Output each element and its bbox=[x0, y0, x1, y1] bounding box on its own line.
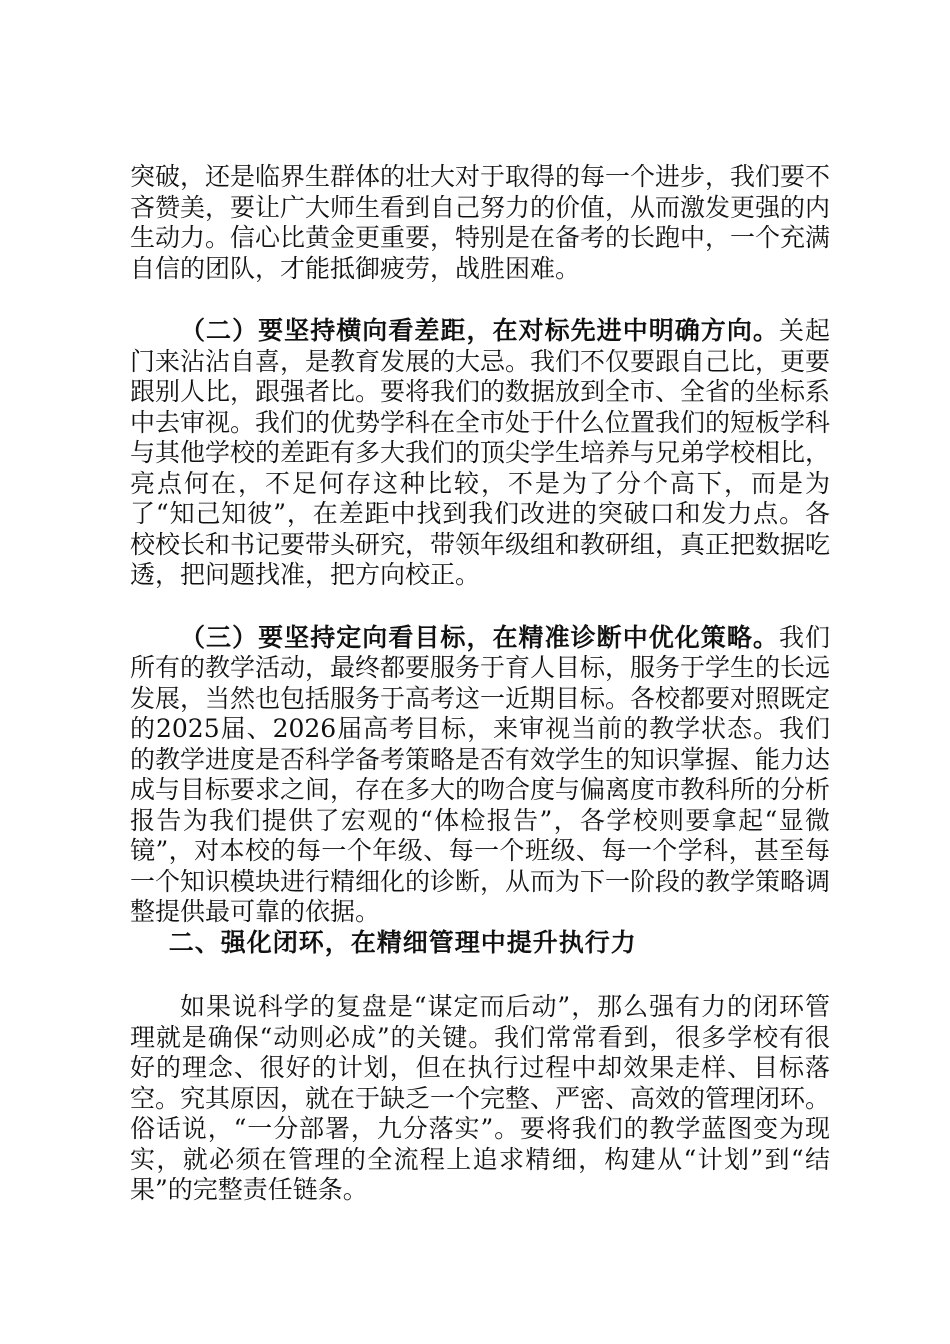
paragraph-continuation: 突破，还是临界生群体的壮大对于取得的每一个进步，我们要不吝赞美，要让广大师生看到自己努力的价值，从而激发更强的内生动力。信心比黄金更重要，特别是在备考的长跑中，一个充满自信的团队，才能抵御疲劳，战胜困难。 bbox=[130, 162, 831, 283]
section-2-body: 关起门来沾沾自喜，是教育发展的大忌。我们不仅要跟自己比，更要跟别人比，跟强者比。要将我们的数据放到全市、全省的坐标系中去审视。我们的优势学科在全市处于什么位置我们的短板学科与其他学校的差距有多大我们的顶尖学生培养与兄弟学校相比，亮点何在，不足何存这种比较，不是为了分个高下，而是为了“知己知彼”，在差距中找到我们改进的突破口和发力点。各校校长和书记要带头研究，带领年级组和教研组，真正把数据吃透，把问题找准，把方向校正。 bbox=[130, 316, 831, 589]
heading-2: 二、强化闭环，在精细管理中提升执行力 bbox=[168, 927, 637, 957]
section-2-title: （二）要坚持横向看差距，在对标先进中明确方向。 bbox=[180, 316, 779, 345]
section-2-paragraph bbox=[130, 316, 830, 591]
paragraph-closing: 如果说科学的复盘是“谋定而后动”，那么强有力的闭环管理就是确保“动则必成”的关键。我们常常看到，很多学校有很好的理念、很好的计划，但在执行过程中却效果走样、目标落空。究其原因，就在于缺乏一个完整、严密、高效的管理闭环。俗话说，“一分部署，九分落实”。要将我们的教学蓝图变为现实，就必须在管理的全流程上追求精细，构建从“计划”到“结果”的完整责任链条。 bbox=[130, 992, 831, 1204]
section-3-paragraph bbox=[130, 623, 830, 928]
document-page bbox=[130, 162, 830, 1206]
section-3-body: 我们所有的教学活动，最终都要服务于育人目标，服务于学生的长远发展，当然也包括服务于高考这一近期目标。各校都要对照既定的2025届、2026届高考目标，来审视当前的教学状态。我们的教学进度是否科学备考策略是否有效学生的知识掌握、能力达成与目标要求之间，存在多大的吻合度与偏离度市教科所的分析报告为我们提供了宏观的“体检报告”，各学校则要拿起“显微镜”，对本校的每一个年级、每一个班级、每一个学科，甚至每一个知识模块进行精细化的诊断，从而为下一阶段的教学策略调整提供最可靠的依据。 bbox=[130, 622, 831, 926]
section-3-title: （三）要坚持定向看目标，在精准诊断中优化策略。 bbox=[180, 622, 779, 652]
